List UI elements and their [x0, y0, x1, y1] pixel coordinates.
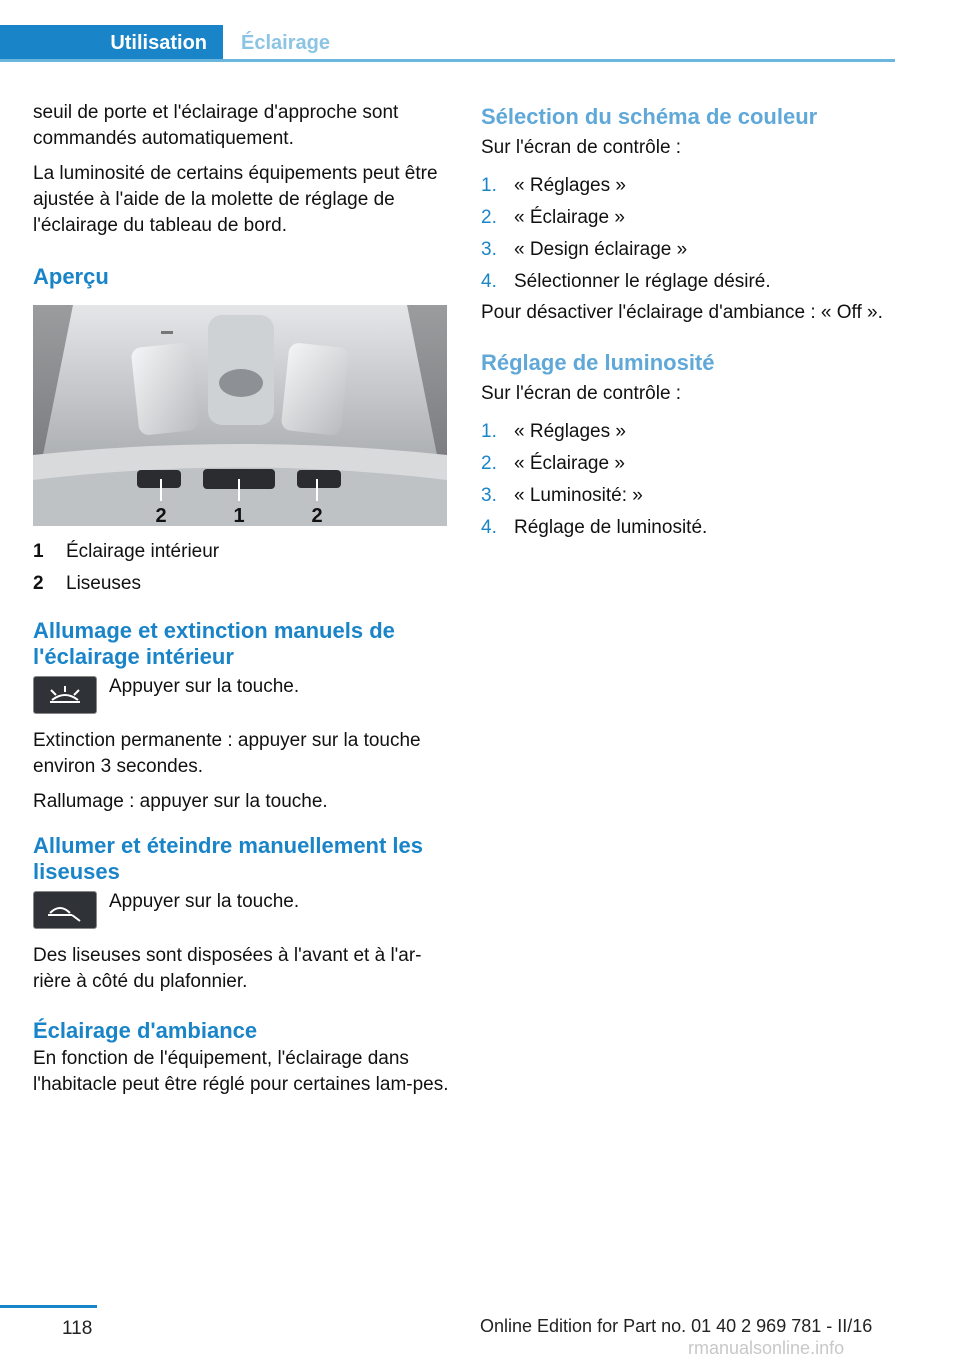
edition-text: Online Edition for Part no. 01 40 2 969 781 - II/16 — [480, 1316, 873, 1336]
step-number: 3. — [481, 239, 497, 260]
bright-intro: Sur l'écran de contrôle : — [481, 383, 682, 404]
step-number: 2. — [481, 207, 497, 228]
list-item — [481, 170, 901, 202]
step-text: « Éclairage » — [514, 453, 625, 474]
page-number: 118 — [62, 1318, 93, 1339]
manual-press-text: Appuyer sur la touche. — [109, 676, 300, 697]
footer-rule — [0, 1305, 97, 1308]
tab-eclairage[interactable]: Éclairage — [241, 31, 330, 54]
header-rule — [0, 59, 895, 62]
legend-label: Liseuses — [66, 573, 141, 594]
legend-number: 1 — [33, 541, 44, 562]
manual-off-text: Extinction permanente : appuyer sur la touche environ 3 secondes. — [33, 730, 421, 777]
right-column — [481, 100, 901, 546]
list-item — [481, 202, 901, 234]
legend-item — [33, 536, 449, 568]
callout-1: 1 — [233, 505, 245, 526]
interior-light-icon — [33, 676, 97, 714]
photo-legend — [33, 536, 449, 600]
step-number: 4. — [481, 271, 497, 292]
step-text: Sélectionner le réglage désiré. — [514, 271, 771, 292]
scheme-steps — [481, 170, 901, 298]
intro-paragraph-2: La luminosité de certains équipements peut être ajustée à l'aide de la molette de réglage de l'éclairage du tableau de bord. — [33, 163, 438, 236]
callout-2-right: 2 — [311, 505, 323, 526]
step-text: « Réglages » — [514, 421, 626, 442]
callout-2-left: 2 — [155, 505, 167, 526]
step-number: 3. — [481, 485, 497, 506]
list-item — [481, 266, 901, 298]
readers-press-text: Appuyer sur la touche. — [109, 891, 300, 912]
legend-number: 2 — [33, 573, 44, 594]
list-item — [481, 512, 901, 544]
overhead-console-photo — [33, 305, 447, 526]
intro-paragraph-1: seuil de porte et l'éclairage d'approche sont commandés automatiquement. — [33, 102, 399, 149]
chapter-header — [0, 25, 895, 61]
watermark: rmanualsonline.info — [688, 1338, 845, 1358]
list-item — [481, 234, 901, 266]
step-text: « Design éclairage » — [514, 239, 688, 260]
interior-key-row — [33, 674, 449, 714]
scheme-off-text: Pour désactiver l'éclairage d'ambiance : « Off ». — [481, 302, 883, 323]
bright-steps — [481, 416, 901, 544]
legend-label: Éclairage intérieur — [66, 541, 220, 562]
readers-text: Des liseuses sont disposées à l'avant et à l'ar-rière à côté du plafonnier. — [33, 945, 422, 992]
step-text: « Luminosité: » — [514, 485, 643, 506]
left-column — [33, 100, 449, 1107]
step-text: « Réglages » — [514, 175, 626, 196]
list-item — [481, 480, 901, 512]
tab-utilisation[interactable]: Utilisation — [0, 25, 223, 61]
list-item — [481, 448, 901, 480]
reading-light-icon — [33, 891, 97, 929]
manual-interior-heading: Allumage et extinction manuels de l'éclairage intérieur — [33, 618, 395, 669]
step-number: 2. — [481, 453, 497, 474]
brightness-heading: Réglage de luminosité — [481, 350, 715, 375]
step-number: 1. — [481, 421, 497, 442]
overview-heading: Aperçu — [33, 264, 109, 289]
legend-item — [33, 568, 449, 600]
step-text: « Éclairage » — [514, 207, 625, 228]
manual-on-text: Rallumage : appuyer sur la touche. — [33, 791, 328, 812]
ambient-lighting-heading: Éclairage d'ambiance — [33, 1018, 258, 1043]
scheme-intro: Sur l'écran de contrôle : — [481, 137, 682, 158]
reading-lights-heading: Allumer et éteindre manuellement les liseuses — [33, 833, 424, 884]
ambient-text: En fonction de l'équipement, l'éclairage dans l'habitacle peut être réglé pour certaines lam-pes. — [33, 1048, 449, 1095]
list-item — [481, 416, 901, 448]
step-number: 1. — [481, 175, 497, 196]
reading-key-row — [33, 889, 449, 929]
step-number: 4. — [481, 517, 497, 538]
step-text: Réglage de luminosité. — [514, 517, 708, 538]
color-scheme-heading: Sélection du schéma de couleur — [481, 104, 818, 129]
